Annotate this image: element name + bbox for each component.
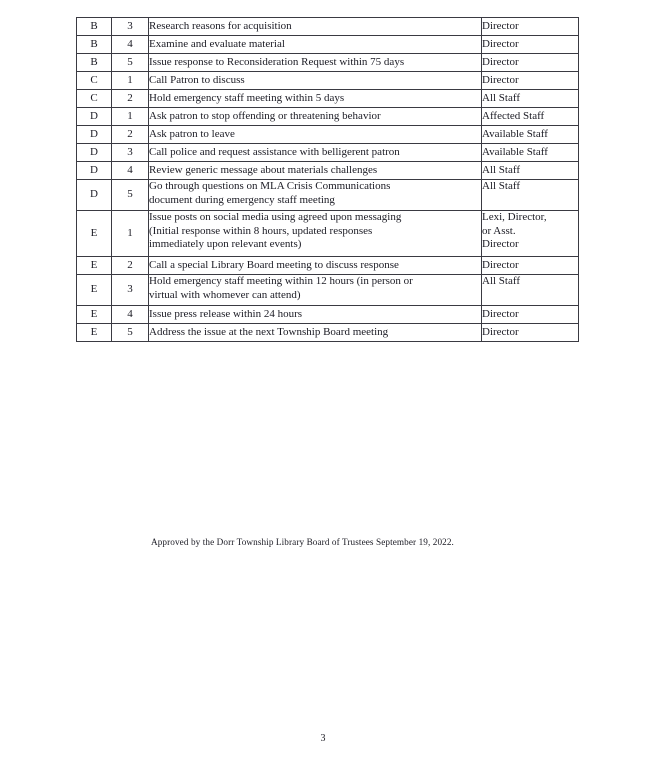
cell-action-line: Examine and evaluate material: [149, 37, 285, 50]
cell-code: E: [77, 306, 112, 324]
cell-action-line: virtual with whomever can attend): [149, 288, 301, 301]
table-row: [77, 126, 579, 144]
cell-responsibility-line: Director: [482, 19, 519, 32]
cell-code: D: [77, 180, 112, 211]
cell-step: 4: [112, 162, 149, 180]
page-number: 3: [320, 733, 326, 744]
cell-step: 2: [112, 257, 149, 275]
cell-action-line: Issue posts on social media using agreed upon messaging: [149, 211, 402, 223]
cell-responsibility-line: All Staff: [482, 163, 520, 176]
cell-action: [149, 36, 482, 54]
cell-step: 5: [112, 180, 149, 211]
table-row: [77, 257, 579, 275]
cell-responsibility: [482, 72, 579, 90]
cell-action-line: Call police and request assistance with belligerent patron: [149, 145, 400, 158]
cell-code: B: [77, 36, 112, 54]
cell-action: [149, 126, 482, 144]
cell-action-line: Call a special Library Board meeting to discuss response: [149, 258, 399, 271]
cell-responsibility-line: Lexi, Director,: [482, 211, 547, 223]
cell-responsibility: [482, 126, 579, 144]
cell-responsibility-line: All Staff: [482, 180, 520, 192]
cell-action: [149, 162, 482, 180]
cell-responsibility-line: Director: [482, 258, 519, 271]
cell-code: E: [77, 275, 112, 306]
cell-responsibility-line: or Asst.: [482, 224, 516, 237]
cell-responsibility-line: Director: [482, 307, 519, 320]
cell-responsibility-line: Affected Staff: [482, 109, 545, 122]
cell-action: [149, 275, 482, 306]
cell-responsibility: [482, 275, 579, 306]
cell-code: D: [77, 108, 112, 126]
cell-responsibility: [482, 257, 579, 275]
cell-step: 3: [112, 18, 149, 36]
cell-step: 4: [112, 36, 149, 54]
cell-responsibility-line: Director: [482, 37, 519, 50]
cell-responsibility: [482, 211, 579, 257]
cell-step: 1: [112, 211, 149, 257]
cell-responsibility: [482, 90, 579, 108]
cell-code: E: [77, 257, 112, 275]
cell-step: 5: [112, 54, 149, 72]
cell-action: [149, 54, 482, 72]
table-row: [77, 36, 579, 54]
cell-responsibility: [482, 162, 579, 180]
cell-action: [149, 144, 482, 162]
cell-action: [149, 90, 482, 108]
cell-step: 5: [112, 324, 149, 342]
cell-code: C: [77, 90, 112, 108]
table-row: [77, 211, 579, 257]
table-row: [77, 90, 579, 108]
cell-responsibility: [482, 108, 579, 126]
cell-responsibility: [482, 306, 579, 324]
table-row: [77, 324, 579, 342]
cell-step: 2: [112, 90, 149, 108]
cell-responsibility: [482, 180, 579, 211]
cell-responsibility-line: Director: [482, 55, 519, 68]
table-row: [77, 18, 579, 36]
cell-step: 2: [112, 126, 149, 144]
cell-responsibility: [482, 36, 579, 54]
cell-action-line: Ask patron to stop offending or threatening behavior: [149, 109, 381, 122]
cell-responsibility-line: Director: [482, 325, 519, 338]
table-row: [77, 275, 579, 306]
cell-action-line: Issue press release within 24 hours: [149, 307, 303, 320]
cell-code: D: [77, 126, 112, 144]
cell-code: E: [77, 211, 112, 257]
cell-action: [149, 108, 482, 126]
cell-action-line: immediately upon relevant events): [149, 238, 302, 250]
cell-action-line: Hold emergency staff meeting within 12 hours (in person or: [149, 275, 413, 287]
cell-action-line: Ask patron to leave: [149, 127, 235, 140]
cell-action-line: (Initial response within 8 hours, updated responses: [149, 224, 373, 237]
cell-action-line: Call Patron to discuss: [149, 73, 245, 86]
cell-action-line: Review generic message about materials challenges: [149, 163, 378, 176]
cell-responsibility: [482, 18, 579, 36]
cell-step: 3: [112, 275, 149, 306]
cell-action-line: Hold emergency staff meeting within 5 days: [149, 91, 345, 104]
cell-action: [149, 211, 482, 257]
cell-step: 4: [112, 306, 149, 324]
cell-code: D: [77, 162, 112, 180]
cell-responsibility: [482, 144, 579, 162]
cell-action: [149, 257, 482, 275]
cell-responsibility-line: Available Staff: [482, 127, 548, 140]
approval-note: Approved by the Dorr Township Library Board of Trustees September 19, 2022.: [151, 537, 454, 547]
cell-action: [149, 180, 482, 211]
cell-action: [149, 72, 482, 90]
cell-action-line: Go through questions on MLA Crisis Communications: [149, 180, 391, 192]
table-row: [77, 72, 579, 90]
table-row: [77, 144, 579, 162]
cell-action: [149, 306, 482, 324]
cell-responsibility-line: Director: [482, 238, 519, 250]
cell-responsibility-line: All Staff: [482, 91, 520, 104]
cell-step: 1: [112, 108, 149, 126]
table-row: [77, 54, 579, 72]
table-row: [77, 306, 579, 324]
cell-action-line: Address the issue at the next Township Board meeting: [149, 325, 389, 338]
cell-responsibility: [482, 54, 579, 72]
table-row: [77, 180, 579, 211]
cell-action-line: Issue response to Reconsideration Request within 75 days: [149, 55, 405, 68]
cell-responsibility-line: Director: [482, 73, 519, 86]
table-row: [77, 162, 579, 180]
cell-responsibility: [482, 324, 579, 342]
cell-code: B: [77, 54, 112, 72]
cell-responsibility-line: Available Staff: [482, 145, 548, 158]
cell-step: 1: [112, 72, 149, 90]
cell-code: E: [77, 324, 112, 342]
cell-action-line: document during emergency staff meeting: [149, 193, 335, 206]
cell-action-line: Research reasons for acquisition: [149, 19, 292, 32]
cell-code: D: [77, 144, 112, 162]
cell-code: B: [77, 18, 112, 36]
cell-step: 3: [112, 144, 149, 162]
procedure-table: [76, 17, 579, 342]
cell-code: C: [77, 72, 112, 90]
cell-action: [149, 18, 482, 36]
table-row: [77, 108, 579, 126]
cell-responsibility-line: All Staff: [482, 275, 520, 287]
cell-action: [149, 324, 482, 342]
procedure-table-body: [77, 18, 579, 342]
